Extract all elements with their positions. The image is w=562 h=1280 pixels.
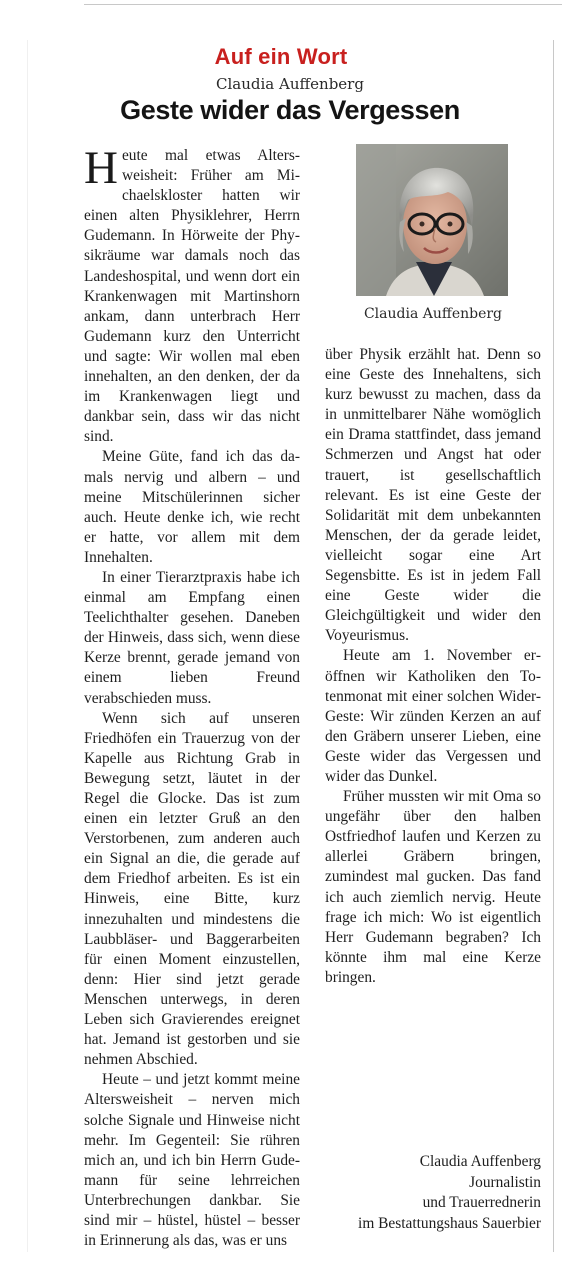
signature-role-1: Journalistin: [469, 1173, 541, 1191]
page-edge: [27, 40, 28, 1252]
paragraph-5-continued: über Physik erzählt hat. Denn so eine Geste des Innehaltens, sich kurz bewusst zu machen, dass da in unmittelbarer Nähe womöglich ein Drama stattfindet, dass jemand Schmerzen und Angst hat oder trauert, ist gesellschaftlich relevant. Es ist eine Geste der Solidarität mit dem unbekannten Menschen, der da gerade leidet, vielleicht sogar eine Art Segensbitte. Es ist in jedem Fall eine Geste wider die Gleichgültigkeit und wider den Voyeurismus.: [325, 346, 541, 645]
photo-caption: Claudia Auffenberg: [363, 306, 503, 322]
paragraph-2: Meine Güte, fand ich das damals nervig und albern – und meine Mitschülerinnen sicher auch. Heute denke ich, wie recht er hatte, vor allem mit dem Innehalten.: [84, 448, 300, 566]
signature-role-3: im Bestattungshaus Sauerbier: [358, 1214, 541, 1232]
paragraph-4: Wenn sich auf unseren Friedhöfen ein Trauerzug von der Kapelle aus Richtung Grab in Bewegung setzt, läutet in der Regel die Glocke. Das ist zum einen ein letzter Gruß an den Verstorbenen, zum anderen auch ein Signal an die, die gerade auf dem Friedhof arbeiten. Es ist ein Hinweis, eine Bitte, kurz innezuhalten und mindestens die Laubbläser- und Baggerarbeiten für einen Moment einzustellen, denn: Hier sind jetzt gerade Menschen unterwegs, in deren Leben sich Gravierendes ereignet hat. Jemand ist gestorben und sie nehmen Abschied.: [84, 709, 300, 1069]
signature-name: Claudia Auffenberg: [419, 1153, 541, 1170]
article-column-2: [325, 345, 541, 988]
drop-cap: H: [84, 142, 118, 194]
signature-role-2: und Trauerrednerin: [422, 1194, 541, 1211]
column-rule: [553, 40, 554, 1252]
headline: Geste wider das Vergessen: [120, 95, 460, 125]
author-signature: [325, 1152, 541, 1234]
paragraph-6: Heute am 1. November eröffnen wir Katholiken den Totenmonat mit einer solchen Wider-Geste: Wir zünden Kerzen an auf den Gräbern unserer Lieben, eine Geste wider das Vergessen und wider das Dunkel.: [325, 647, 541, 785]
author-photo: [356, 144, 508, 296]
byline: Claudia Auffenberg: [216, 75, 364, 93]
paragraph-1: Heute mal etwas Altersweisheit: Früher am Michaelskloster hatten wir einen alten Physiklehrer, Herrn Gudemann. In Hörweite der Physikräume war damals noch das Landeshospital, und wenn dort ein Krankenwagen mit Martinshorn ankam, dann unterbrach Herr Gudemann kurz den Unterricht und sagte: Wir wollen mal eben innehalten, an den denken, der da im Krankenwagen liegt und dankbar sein, dass wir das nicht sind.: [84, 142, 300, 446]
paragraph-5: Heute – und jetzt kommt meine Altersweisheit – nerven mich solche Signale und Hinweise nicht mehr. Im Gegenteil: Sie rühren mich an, und ich bin Herrn Gudemann für seine lehrreichen Unterbrechungen dankbar. Sie sind mir – hüstel, hüstel – besser in Erinnerung als das, was er uns: [84, 1071, 300, 1250]
paragraph-7: Früher mussten wir mit Oma so ungefähr über den halben Ostfriedhof laufen und Kerzen zu allerlei Gräbern bringen, zumindest mal gucken. Das fand ich auch ziemlich nervig. Heute frage ich mich: Wo ist eigentlich Herr Gudemann begraben? Ich könnte ihm mal eine Kerze bringen.: [325, 788, 541, 986]
column-kicker: Auf ein Wort: [214, 44, 348, 69]
article-column-1: [84, 142, 300, 1251]
paragraph-3: In einer Tierarztpraxis habe ich einmal am Empfang einen Teelichthalter gesehen. Daneben der Hinweis, dass sich, wenn diese Kerze brennt, gerade jemand von einem lieben Freund verabschieden muss.: [84, 568, 300, 707]
top-rule: [84, 4, 562, 5]
